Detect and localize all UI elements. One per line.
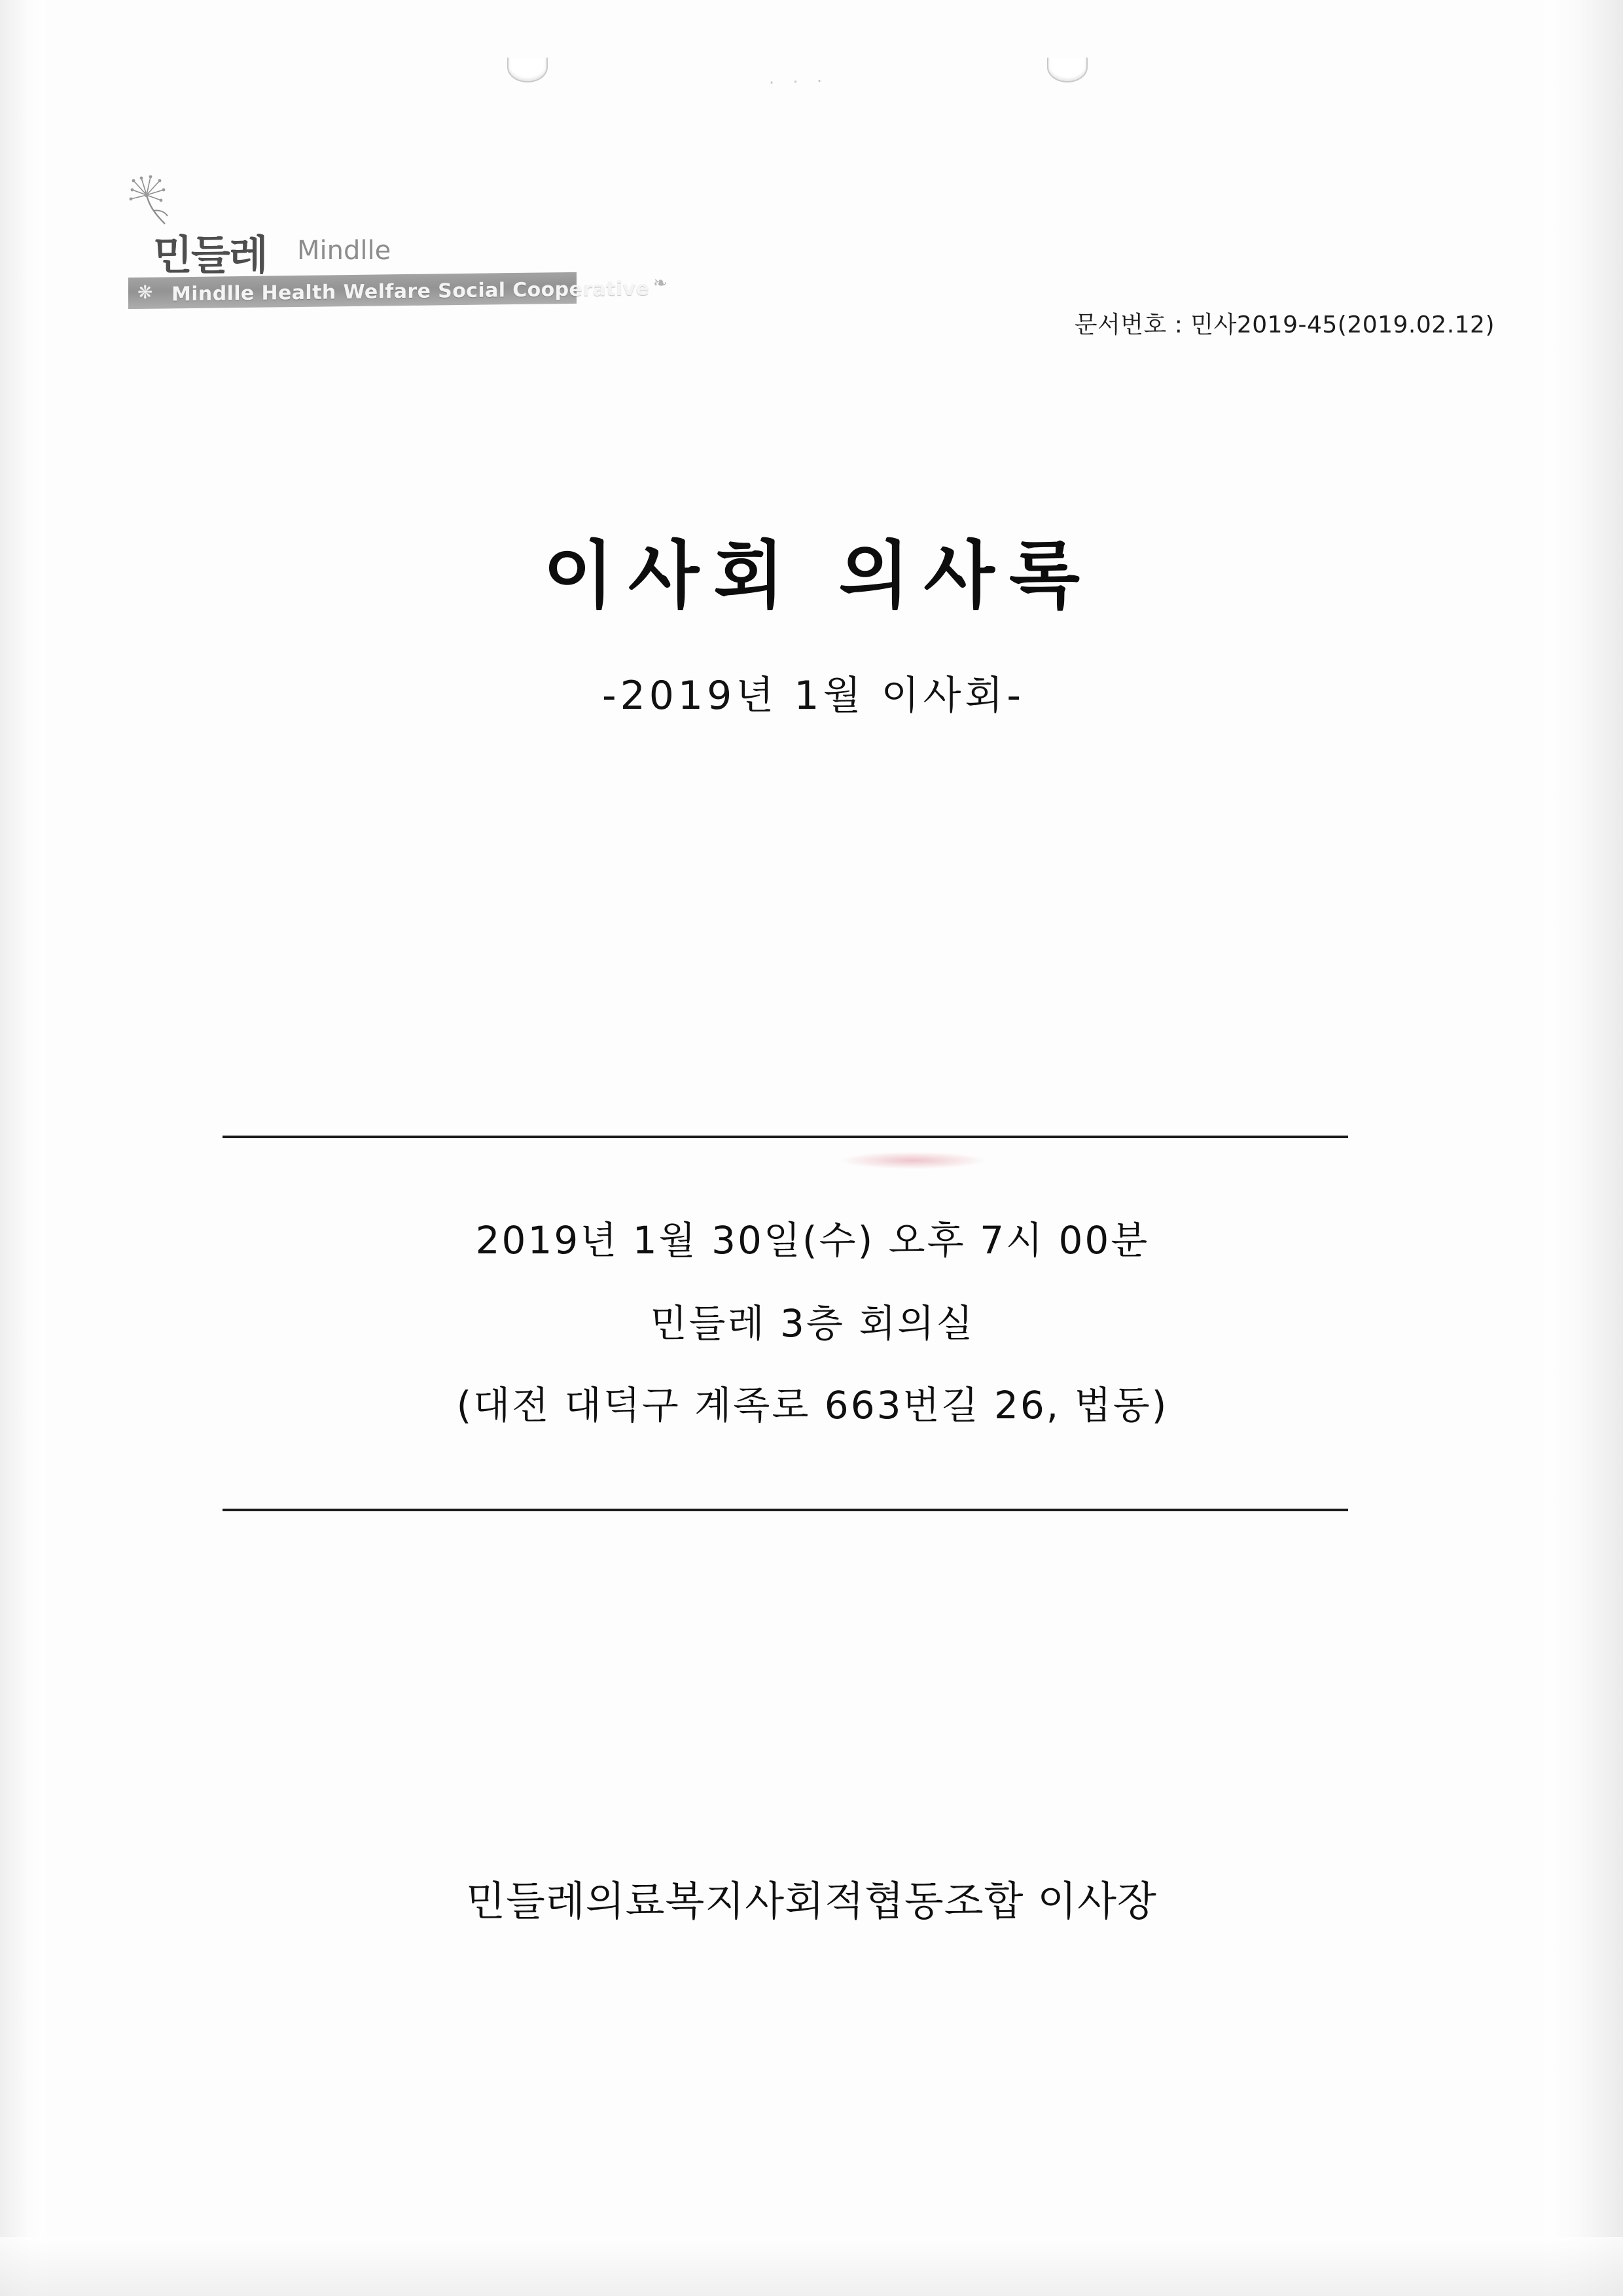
logo-korean-name: 민들레 xyxy=(153,231,267,279)
logo-latin-name: Mindlle xyxy=(297,236,391,266)
divider-bottom xyxy=(223,1509,1348,1511)
meeting-address: (대전 대덕구 계족로 663번길 26, 법동) xyxy=(456,1383,1169,1427)
page-edge-shading-right xyxy=(1544,0,1623,2296)
issuing-organization: 민들레의료복지사회적협동조합 이사장 xyxy=(466,1877,1157,1925)
page-subtitle: -2019년 1월 이사회- xyxy=(601,673,1026,719)
ink-mark xyxy=(841,1152,985,1169)
dandelion-icon xyxy=(127,175,186,228)
page-edge-shading-left xyxy=(0,0,46,2296)
divider-top xyxy=(223,1136,1348,1138)
document-number: 문서번호 : 민사2019-45(2019.02.12) xyxy=(1074,312,1495,338)
meeting-datetime: 2019년 1월 30일(수) 오후 7시 00분 xyxy=(475,1218,1150,1263)
meeting-place: 민들레 3층 회의실 xyxy=(650,1301,975,1346)
page-edge-shading-bottom xyxy=(0,2237,1623,2296)
page-title: 이사회 의사록 xyxy=(543,533,1095,619)
logo-tagline: Mindlle Health Welfare Social Cooperative xyxy=(171,277,650,306)
leaf-icon: ❧ xyxy=(653,274,668,293)
punch-hole-left xyxy=(507,58,548,82)
scan-smudge: · · · xyxy=(768,71,829,94)
flower-icon: ❋ xyxy=(137,281,153,304)
punch-hole-right xyxy=(1047,58,1088,82)
